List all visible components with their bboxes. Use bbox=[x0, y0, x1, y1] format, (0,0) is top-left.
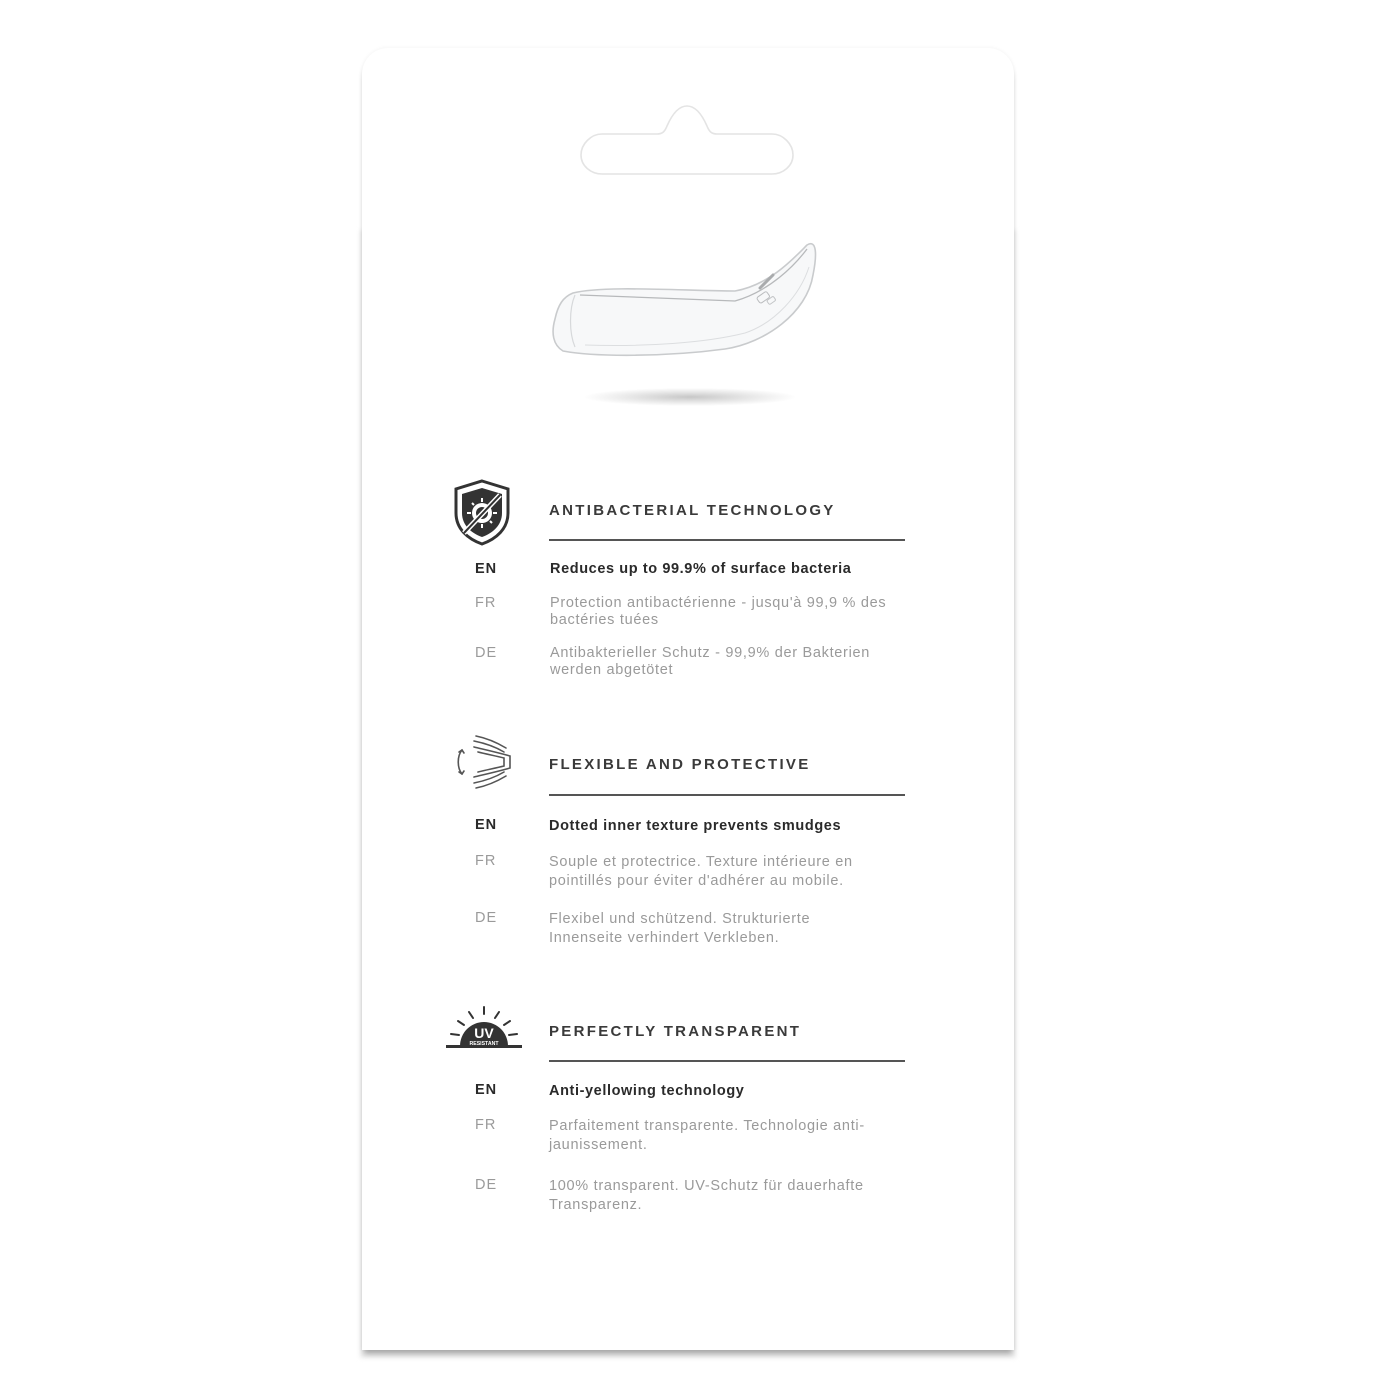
divider bbox=[549, 1060, 905, 1062]
feature-text: Parfaitement transparente. Technologie anti-jaunissement. bbox=[549, 1118, 865, 1153]
feature-text: Antibakterieller Schutz - 99,9% der Bakterien werden abgetötet bbox=[550, 645, 871, 678]
feature-text: Reduces up to 99.9% of surface bacteria bbox=[550, 561, 852, 577]
lang-code: DE bbox=[475, 910, 498, 926]
feature-text: Anti-yellowing technology bbox=[549, 1083, 745, 1099]
feature-text: 100% transparent. UV-Schutz für dauerhafte Transparenz. bbox=[549, 1178, 864, 1213]
uv-resistant-icon bbox=[446, 1004, 522, 1054]
feature-text: Protection antibactérienne - jusqu'à 99,9 % des bactéries tuées bbox=[550, 595, 887, 628]
uv-badge-subtext: RESISTANT bbox=[469, 1041, 499, 1047]
lang-code: DE bbox=[475, 645, 498, 661]
uv-badge-text: UV bbox=[474, 1025, 494, 1041]
lang-code: EN bbox=[475, 817, 498, 833]
feature-text: Dotted inner texture prevents smudges bbox=[549, 818, 842, 834]
feature-title: ANTIBACTERIAL TECHNOLOGY bbox=[549, 502, 836, 519]
lang-code: EN bbox=[475, 1082, 498, 1098]
clear-case-image bbox=[545, 235, 825, 365]
feature-title: FLEXIBLE AND PROTECTIVE bbox=[549, 756, 811, 773]
divider bbox=[549, 539, 905, 541]
divider bbox=[549, 794, 905, 796]
feature-text: Souple et protectrice. Texture intérieure en pointillés pour éviter d'adhérer au mobile. bbox=[549, 854, 853, 889]
antibacterial-shield-icon bbox=[452, 478, 512, 546]
lang-code: FR bbox=[475, 853, 497, 869]
hang-hole-icon bbox=[575, 104, 800, 179]
lang-code: FR bbox=[475, 595, 497, 611]
flexible-case-icon bbox=[452, 732, 516, 792]
feature-title: PERFECTLY TRANSPARENT bbox=[549, 1023, 802, 1040]
lang-code: DE bbox=[475, 1177, 498, 1193]
feature-text: Flexibel und schützend. Strukturierte Innenseite verhindert Verkleben. bbox=[549, 911, 811, 946]
lang-code: FR bbox=[475, 1117, 497, 1133]
case-shadow bbox=[585, 388, 795, 406]
lang-code: EN bbox=[475, 561, 498, 577]
